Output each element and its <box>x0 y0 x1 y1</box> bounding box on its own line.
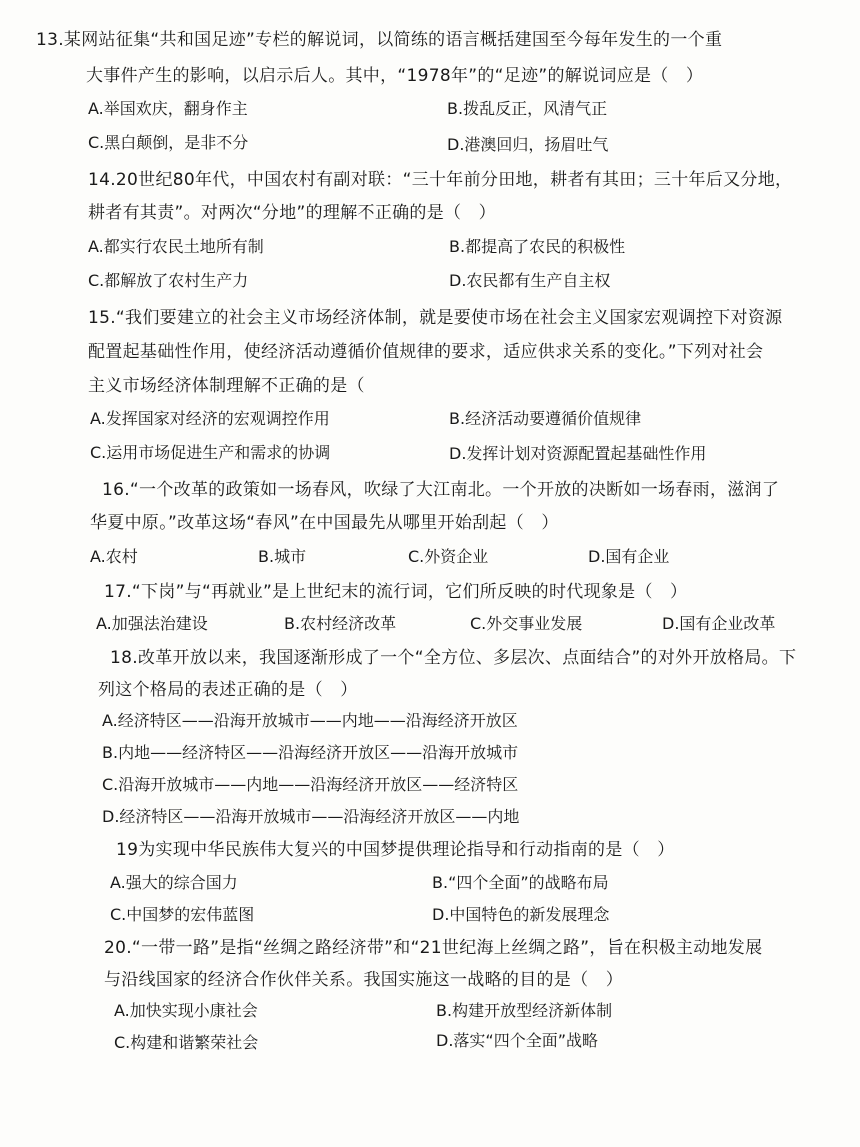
question-17-option-a: A.加强法治建设 <box>96 614 208 633</box>
question-16-line-2: 华夏中原。”改革这场“春风”在中国最先从哪里开始刮起（ ） <box>90 513 559 533</box>
question-13-option-d: D.港澳回归，扬眉吐气 <box>447 135 609 154</box>
question-19-option-c: C.中国梦的宏伟蓝图 <box>110 905 255 924</box>
question-19-option-a: A.强大的综合国力 <box>110 873 238 892</box>
question-16-option-c: C.外资企业 <box>408 547 489 566</box>
question-17-option-c: C.外交事业发展 <box>470 614 583 633</box>
question-14-option-b: B.都提高了农民的积极性 <box>449 237 626 256</box>
question-20-line-1: 20.“一带一路”是指“丝绸之路经济带”和“21世纪海上丝绸之路”，旨在积极主动地发展 <box>104 938 763 958</box>
question-15-option-b: B.经济活动要遵循价值规律 <box>449 409 642 428</box>
question-14-option-c: C.都解放了农村生产力 <box>88 271 249 290</box>
question-16-option-d: D.国有企业 <box>588 547 670 566</box>
question-13-line-2: 大事件产生的影响，以启示后人。其中，“1978年”的“足迹”的解说词应是（ ） <box>86 66 704 86</box>
question-18-option-c: C.沿海开放城市——内地——沿海经济开放区——经济特区 <box>102 775 519 794</box>
question-19-line-1: 19为实现中华民族伟大复兴的中国梦提供理论指导和行动指南的是（ ） <box>116 840 675 860</box>
question-16-line-1: 16.“一个改革的政策如一场春风，吹绿了大江南北。一个开放的决断如一场春雨，滋润了 <box>102 480 780 500</box>
question-14-line-1: 14.20世纪80年代，中国农村有副对联：“三十年前分田地，耕者有其田；三十年后又分地， <box>88 170 793 190</box>
question-15-line-3: 主义市场经济体制理解不正确的是（ <box>88 376 365 396</box>
question-14-option-a: A.都实行农民土地所有制 <box>88 237 264 256</box>
question-15-option-d: D.发挥计划对资源配置起基础性作用 <box>449 444 707 463</box>
question-18-line-2: 列这个格局的表述正确的是（ ） <box>98 680 358 700</box>
question-19-option-d: D.中国特色的新发展理念 <box>432 905 610 924</box>
question-19-option-b: B.“四个全面”的战略布局 <box>432 873 609 892</box>
question-20-option-a: A.加快实现小康社会 <box>114 1001 258 1020</box>
question-13-option-b: B.拨乱反正，风清气正 <box>447 99 608 118</box>
question-17-line-1: 17.“下岗”与“再就业”是上世纪末的流行词，它们所反映的时代现象是（ ） <box>104 582 688 602</box>
question-18-option-a: A.经济特区——沿海开放城市——内地——沿海经济开放区 <box>102 711 518 730</box>
question-15-option-a: A.发挥国家对经济的宏观调控作用 <box>90 409 330 428</box>
question-18-option-b: B.内地——经济特区——沿海经济开放区——沿海开放城市 <box>102 743 519 762</box>
question-13-option-a: A.举国欢庆，翻身作主 <box>88 99 248 118</box>
question-17-option-d: D.国有企业改革 <box>662 614 776 633</box>
question-14-option-d: D.农民都有生产自主权 <box>449 271 611 290</box>
question-18-option-d: D.经济特区——沿海开放城市——沿海经济开放区——内地 <box>102 807 520 826</box>
question-14-line-2: 耕者有其责”。对两次“分地”的理解不正确的是（ ） <box>88 203 496 223</box>
question-20-option-b: B.构建开放型经济新体制 <box>436 1001 613 1020</box>
question-15-line-2: 配置起基础性作用，使经济活动遵循价值规律的要求，适应供求关系的变化。”下列对社会 <box>88 342 764 362</box>
question-15-option-c: C.运用市场促进生产和需求的协调 <box>90 443 331 462</box>
question-13-option-c: C.黑白颠倒，是非不分 <box>88 133 249 152</box>
question-18-line-1: 18.改革开放以来，我国逐渐形成了一个“全方位、多层次、点面结合”的对外开放格局。下 <box>110 648 797 668</box>
question-13-line-1: 13.某网站征集“共和国足迹”专栏的解说词，以简练的语言概括建国至今每年发生的一个重 <box>36 30 723 50</box>
question-20-option-d: D.落实“四个全面”战略 <box>436 1031 598 1050</box>
question-16-option-b: B.城市 <box>258 547 307 566</box>
question-20-option-c: C.构建和谐繁荣社会 <box>114 1033 259 1052</box>
question-15-line-1: 15.“我们要建立的社会主义市场经济体制，就是要使市场在社会主义国家宏观调控下对资源 <box>88 308 783 328</box>
question-16-option-a: A.农村 <box>90 547 138 566</box>
question-20-line-2: 与沿线国家的经济合作伙伴关系。我国实施这一战略的目的是（ ） <box>104 970 623 990</box>
question-17-option-b: B.农村经济改革 <box>284 614 397 633</box>
